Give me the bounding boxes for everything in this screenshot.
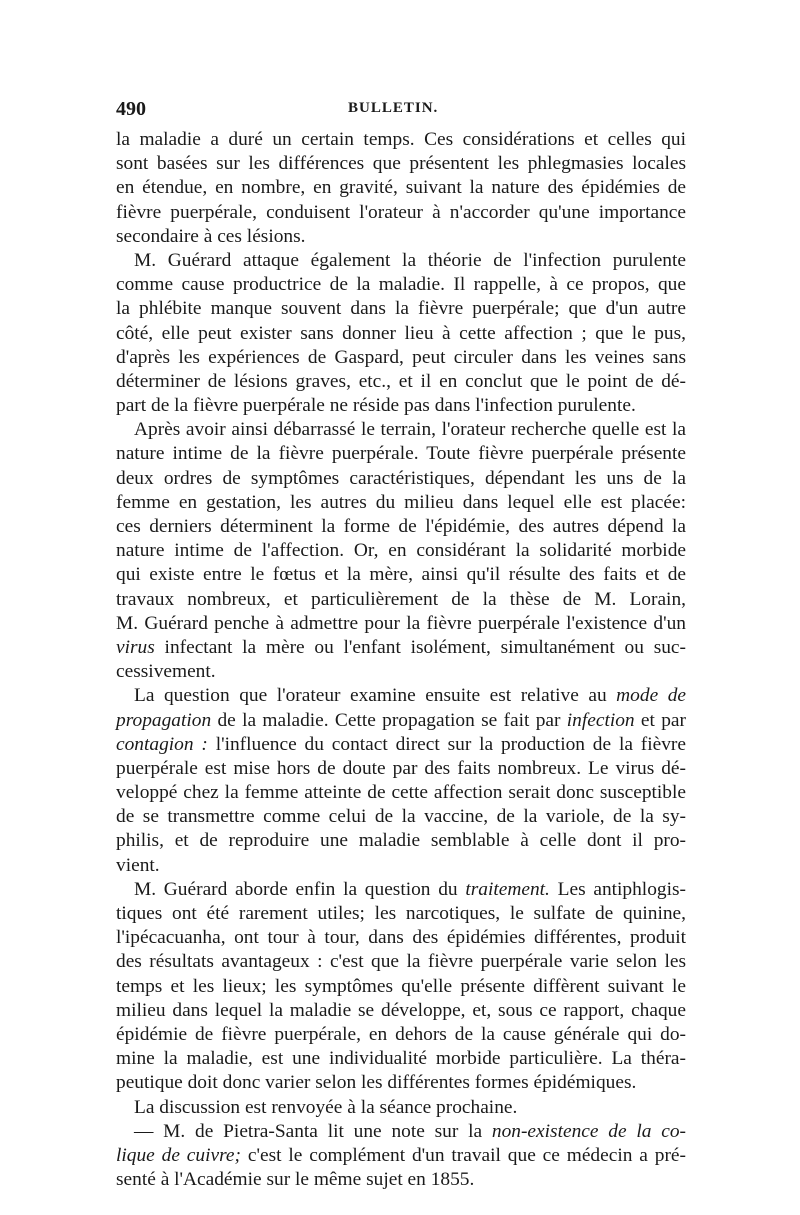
text-line (116, 733, 686, 757)
text-line (116, 297, 686, 321)
line-text: deux ordres de symptômes caractéristiques, dépendant les uns de la (116, 467, 686, 489)
text-line (116, 152, 686, 176)
line-text: la phlébite manque souvent dans la fièvre puerpérale; que d'un autre (116, 298, 686, 320)
text-line (116, 394, 686, 418)
italic-text: non-existence de la co- (491, 1120, 686, 1142)
text-line (116, 225, 686, 249)
line-text: d'après les expériences de Gaspard, peut circuler dans les veines sans (116, 346, 686, 368)
text-line (116, 1071, 686, 1095)
text-line (116, 442, 686, 466)
line-text: vient. (116, 854, 160, 876)
text-line (116, 418, 686, 442)
text-line (116, 588, 686, 612)
text-line (116, 975, 686, 999)
running-title: BULLETIN. (348, 100, 439, 116)
italic-text: traitement. (465, 878, 550, 900)
text-line (116, 854, 686, 878)
line-text: M. Guérard penche à admettre pour la fièvre puerpérale l'existence d'un (116, 612, 686, 634)
text-line (116, 1120, 686, 1144)
text-line (116, 636, 686, 660)
text-line (116, 757, 686, 781)
line-text: infectant la mère ou l'enfant isolément, simultanément ou suc- (154, 636, 686, 658)
line-text: La question que l'orateur examine ensuite est relative au (134, 685, 617, 707)
line-text: l'ipécacuanha, ont tour à tour, dans des épidémies différentes, produit (116, 927, 686, 949)
text-line (116, 902, 686, 926)
page-number: 490 (116, 98, 146, 120)
text-line (116, 1168, 686, 1192)
line-text: La discussion est renvoyée à la séance prochaine. (134, 1096, 518, 1118)
line-text: comme cause productrice de la maladie. Il rappelle, à ce propos, que (116, 274, 686, 296)
line-text: cessivement. (116, 661, 216, 683)
text-line (116, 926, 686, 950)
line-text: Après avoir ainsi débarrassé le terrain, l'orateur recherche quelle est la (134, 419, 686, 441)
line-text: puerpérale est mise hors de doute par des faits nombreux. Le virus dé- (116, 757, 686, 779)
italic-text: infection (566, 709, 635, 731)
line-text: part de la fièvre puerpérale ne réside pas dans l'infection purulente. (116, 395, 636, 417)
line-text: côté, elle peut exister sans donner lieu à cette affection ; que le pus, (116, 322, 686, 344)
text-line (116, 1144, 686, 1168)
line-text: femme en gestation, les autres du milieu dans lequel elle est placée: (116, 491, 686, 513)
line-text: c'est le complément d'un travail que ce médecin a pré- (241, 1144, 686, 1166)
italic-text: lique de cuivre; (116, 1144, 241, 1166)
line-text: secondaire à ces lésions. (116, 225, 306, 247)
body-text (116, 128, 686, 1192)
line-text: peutique doit donc varier selon les différentes formes épidémiques. (116, 1072, 637, 1094)
text-line (116, 467, 686, 491)
line-text: M. Guérard aborde enfin la question du (134, 878, 466, 900)
line-text: mine la maladie, est une individualité morbide particulière. La théra- (116, 1048, 686, 1070)
text-line (116, 878, 686, 902)
italic-text: mode de (616, 685, 686, 707)
text-line (116, 176, 686, 200)
text-line (116, 201, 686, 225)
line-text: tiques ont été rarement utiles; les narcotiques, le sulfate de quinine, (116, 903, 686, 924)
line-text: veloppé chez la femme atteinte de cette affection serait donc susceptible (116, 782, 686, 804)
line-text: — M. de Pietra-Santa lit une note sur la (134, 1120, 492, 1142)
italic-text: virus (116, 636, 155, 658)
text-line (116, 805, 686, 829)
text-line (116, 829, 686, 853)
line-text: et par (634, 709, 686, 731)
line-text: ces derniers déterminent la forme de l'épidémie, des autres dépend la (116, 516, 686, 537)
line-text: travaux nombreux, et particulièrement de la thèse de M. Lorain, (116, 588, 686, 610)
text-line (116, 515, 686, 539)
line-text: nature intime de la fièvre puerpérale. Toute fièvre puerpérale présente (116, 443, 686, 465)
line-text: temps et les lieux; les symptômes qu'elle présente diffèrent suivant le (116, 975, 686, 997)
text-line (116, 1023, 686, 1047)
text-line (116, 660, 686, 684)
line-text: nature intime de l'affection. Or, en considérant la solidarité morbide (116, 540, 686, 562)
text-line (116, 950, 686, 974)
text-line (116, 249, 686, 273)
running-head (116, 98, 686, 124)
text-line (116, 1096, 686, 1120)
text-line (116, 999, 686, 1023)
line-text: Les antiphlogis- (549, 878, 686, 900)
line-text: fièvre puerpérale, conduisent l'orateur à n'accorder qu'une importance (116, 201, 686, 223)
line-text: de la maladie. Cette propagation se fait par (211, 709, 567, 731)
italic-text: contagion : (116, 733, 208, 755)
line-text: M. Guérard attaque également la théorie de l'infection purulente (134, 249, 686, 271)
text-line (116, 781, 686, 805)
line-text: de se transmettre comme celui de la vaccine, de la variole, de la sy- (116, 806, 686, 828)
text-line (116, 370, 686, 394)
line-text: l'influence du contact direct sur la production de la fièvre (207, 733, 686, 755)
italic-text: propagation (116, 709, 212, 731)
text-line (116, 322, 686, 346)
text-line (116, 612, 686, 636)
line-text: en étendue, en nombre, en gravité, suivant la nature des épidémies de (116, 177, 686, 199)
line-text: épidémie de fièvre puerpérale, en dehors de la cause générale qui do- (116, 1023, 686, 1045)
line-text: milieu dans lequel la maladie se développe, et, sous ce rapport, chaque (116, 999, 686, 1021)
text-line (116, 128, 686, 152)
text-line (116, 273, 686, 297)
line-text: sont basées sur les différences que présentent les phlegmasies locales (116, 153, 686, 175)
text-line (116, 346, 686, 370)
text-line (116, 563, 686, 587)
text-line (116, 491, 686, 515)
line-text: philis, et de reproduire une maladie semblable à celle dont il pro- (116, 830, 686, 852)
line-text: déterminer de lésions graves, etc., et il en conclut que le point de dé- (116, 370, 686, 392)
text-line (116, 1047, 686, 1071)
line-text: qui existe entre le fœtus et la mère, ainsi qu'il résulte des faits et de (116, 564, 686, 586)
text-line (116, 684, 686, 708)
line-text: senté à l'Académie sur le même sujet en 1855. (116, 1169, 475, 1191)
text-line (116, 539, 686, 563)
text-line (116, 709, 686, 733)
line-text: des résultats avantageux : c'est que la fièvre puerpérale varie selon les (116, 951, 686, 973)
line-text: la maladie a duré un certain temps. Ces considérations et celles qui (116, 129, 686, 150)
